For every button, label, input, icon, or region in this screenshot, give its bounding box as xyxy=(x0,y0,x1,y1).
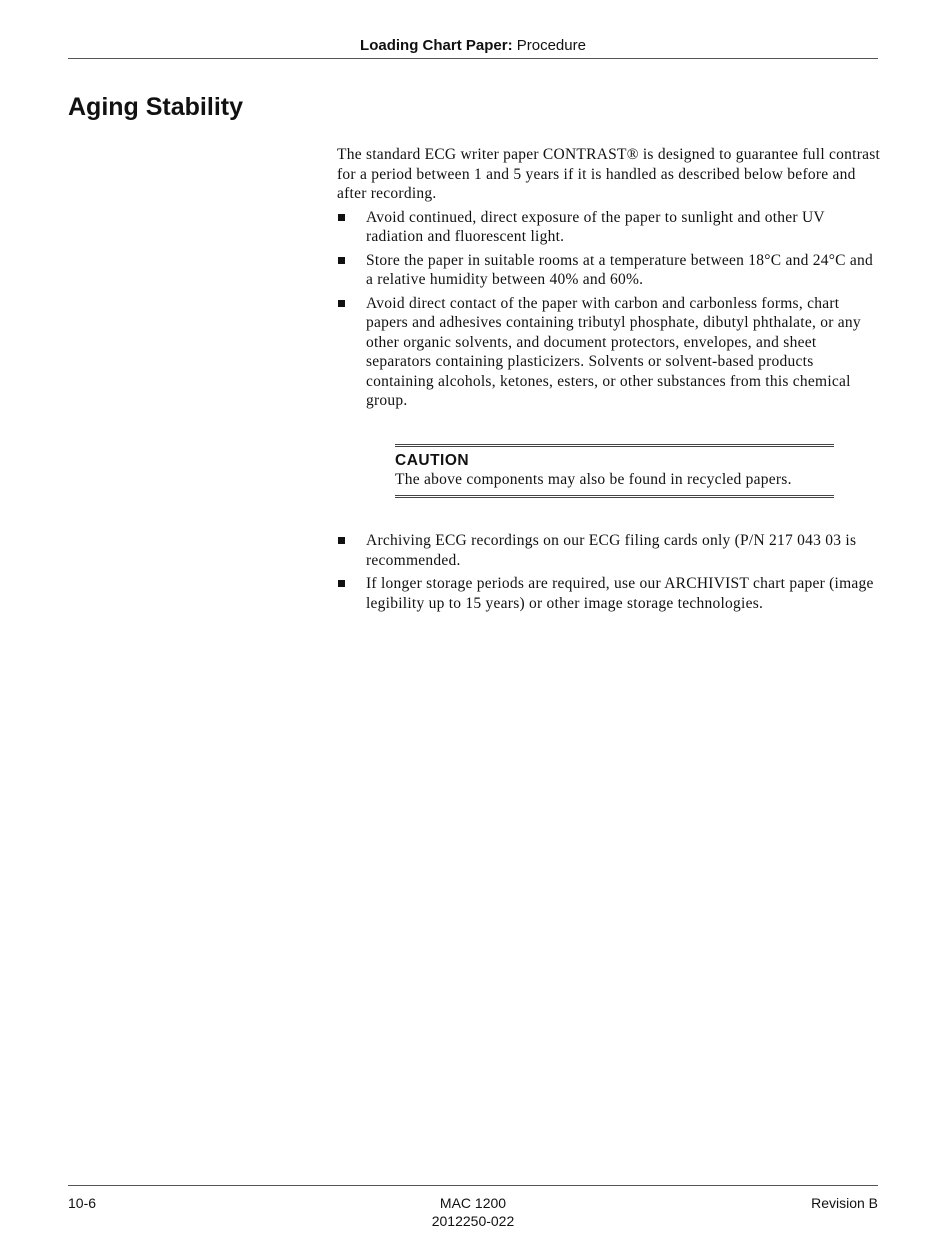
caution-box xyxy=(395,444,834,499)
square-bullet-icon xyxy=(338,300,345,307)
bullet-text: Avoid direct contact of the paper with carbon and carbonless forms, chart papers and adhesives containing tributyl phosphate, dibutyl phthalate, or any other organic solvents, and document protectors, envelopes, and sheet separators containing plasticizers. Solvents or solvent-based products containing alcohols, ketones, esters, or other substances from this chemical group. xyxy=(366,294,861,409)
header-chapter: Loading Chart Paper: xyxy=(360,37,513,54)
square-bullet-icon xyxy=(338,580,345,587)
header-subtitle: Procedure xyxy=(516,37,586,54)
bullet-item xyxy=(337,208,882,247)
intro-paragraph: The standard ECG writer paper CONTRAST® is designed to guarantee full contrast for a period between 1 and 5 years if it is handled as described below before and after recording. xyxy=(337,146,881,202)
caution-title: CAUTION xyxy=(395,451,470,469)
footer-doc-number: 2012250-022 xyxy=(431,1213,515,1229)
section-title: Aging Stability xyxy=(68,93,243,121)
caution-text: The above components may also be found in recycled papers. xyxy=(395,470,792,488)
bullet-text: Archiving ECG recordings on our ECG filing cards only (P/N 217 043 03 is recommended. xyxy=(366,532,857,569)
bullet-text: Store the paper in suitable rooms at a temperature between 18°C and 24°C and a relative humidity between 40% and 60%. xyxy=(366,251,874,288)
bullet-item xyxy=(337,294,882,411)
running-header xyxy=(68,36,878,59)
square-bullet-icon xyxy=(338,257,345,264)
footer-product: MAC 1200 xyxy=(439,1195,507,1211)
square-bullet-icon xyxy=(338,537,345,544)
bullet-list-bottom xyxy=(337,531,882,613)
bullet-text: If longer storage periods are required, use our ARCHIVIST chart paper (image legibility up to 15 years) or other image storage technologies. xyxy=(366,575,874,612)
bullet-item xyxy=(337,251,882,290)
footer-divider xyxy=(68,1185,878,1186)
section-body xyxy=(337,145,882,617)
footer-revision: Revision B xyxy=(811,1195,878,1211)
bullet-text: Avoid continued, direct exposure of the paper to sunlight and other UV radiation and fluorescent light. xyxy=(366,208,825,245)
bullet-list-top xyxy=(337,208,882,411)
footer-page-number: 10-6 xyxy=(68,1195,97,1211)
bullet-item xyxy=(337,574,882,613)
bullet-item xyxy=(337,531,882,570)
footer-product-info xyxy=(0,1194,946,1230)
square-bullet-icon xyxy=(338,214,345,221)
